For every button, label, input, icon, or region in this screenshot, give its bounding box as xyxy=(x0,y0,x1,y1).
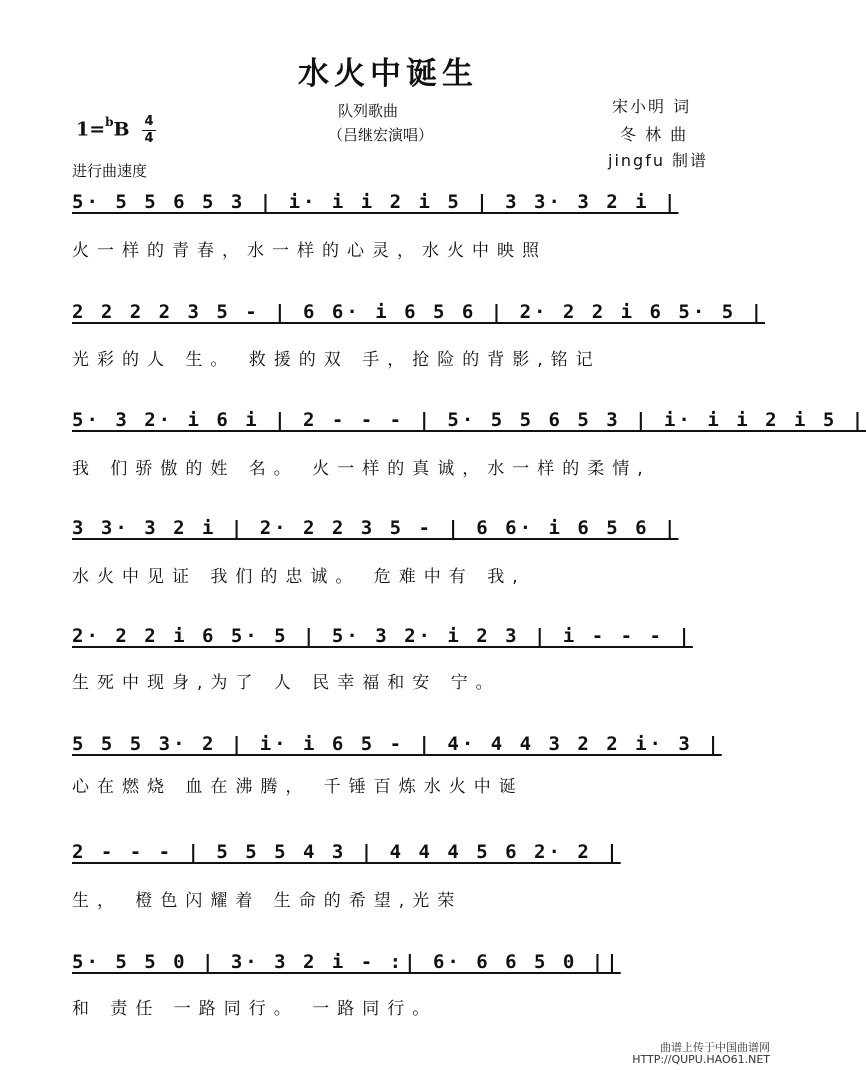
meter-top: 4 xyxy=(144,114,154,129)
score-row xyxy=(72,940,716,984)
composer-credit: 冬 林 曲 xyxy=(620,125,689,144)
song-subtitle: 队列歌曲 xyxy=(338,102,399,120)
page-title: 水火中诞生 xyxy=(298,56,478,92)
lyric-line: 生死中现身,为了 人 民幸福和安 宁。 xyxy=(72,673,501,693)
notation-line: 2 - - - | 5 5 5 4 3 | 4 4 4 5 6 2· 2 | xyxy=(72,841,621,863)
lyricist-credit: 宋小明 词 xyxy=(612,97,692,116)
notation-line: 5· 5 5 0 | 3· 3 2 i - :| 6· 6 6 5 0 || xyxy=(72,951,621,973)
notation-line: 5· 3 2· i 6 i | 2 - - - | 5· 5 5 6 5 3 | i· i i 2 i 5 | xyxy=(72,409,866,431)
score-row xyxy=(72,722,722,766)
lyric-line: 光彩的人 生。 救援的双 手，抢险的背影,铭记 xyxy=(72,350,601,370)
flat-sign: b xyxy=(105,115,114,129)
score-row xyxy=(72,506,716,550)
notation-line: 3 3· 3 2 i | 2· 2 2 3 5 - | 6 6· i 6 5 6 | xyxy=(72,517,679,539)
score-row xyxy=(72,398,866,442)
score-row xyxy=(72,614,716,658)
transcriber-credit: jingfu 制谱 xyxy=(608,151,709,170)
time-signature xyxy=(142,114,156,147)
lyric-line: 和 责任 一路同行。 一路同行。 xyxy=(72,999,438,1019)
score-row xyxy=(72,290,766,334)
notation-line: 5 5 5 3· 2 | i· i 6 5 - | 4· 4 4 3 2 2 i· 3 | xyxy=(72,733,722,755)
watermark-text: 曲谱上传于中国曲谱网 xyxy=(660,1041,770,1054)
watermark-url: HTTP://QUPU.HAO61.NET xyxy=(632,1053,770,1066)
notation-line: 2· 2 2 i 6 5· 5 | 5· 3 2· i 2 3 | i - - - | xyxy=(72,625,693,647)
key-note: B xyxy=(113,118,130,141)
lyric-line: 我 们骄傲的姓 名。 火一样的真诚，水一样的柔情, xyxy=(72,459,651,479)
key-signature xyxy=(76,117,130,140)
score-row xyxy=(72,830,716,874)
site-watermark xyxy=(632,1042,770,1066)
score-row xyxy=(72,180,716,224)
lyric-line: 火一样的青春，水一样的心灵，水火中映照 xyxy=(72,241,547,261)
key-prefix: 1= xyxy=(76,118,106,141)
notation-line: 5· 5 5 6 5 3 | i· i i 2 i 5 | 3 3· 3 2 i | xyxy=(72,191,679,213)
notation-line: 2 2 2 2 3 5 - | 6 6· i 6 5 6 | 2· 2 2 i 6 5· 5 | xyxy=(72,301,766,323)
meter-bottom: 4 xyxy=(144,131,154,146)
lyric-line: 心在燃烧 血在沸腾， 千锤百炼水火中诞 xyxy=(72,777,524,797)
performer-note: （吕继宏演唱） xyxy=(328,126,434,144)
lyric-line: 水火中见证 我们的忠诚。 危难中有 我, xyxy=(72,567,526,587)
lyric-line: 生， 橙色闪耀着 生命的希望,光荣 xyxy=(72,891,463,911)
tempo-marking: 进行曲速度 xyxy=(72,162,148,180)
